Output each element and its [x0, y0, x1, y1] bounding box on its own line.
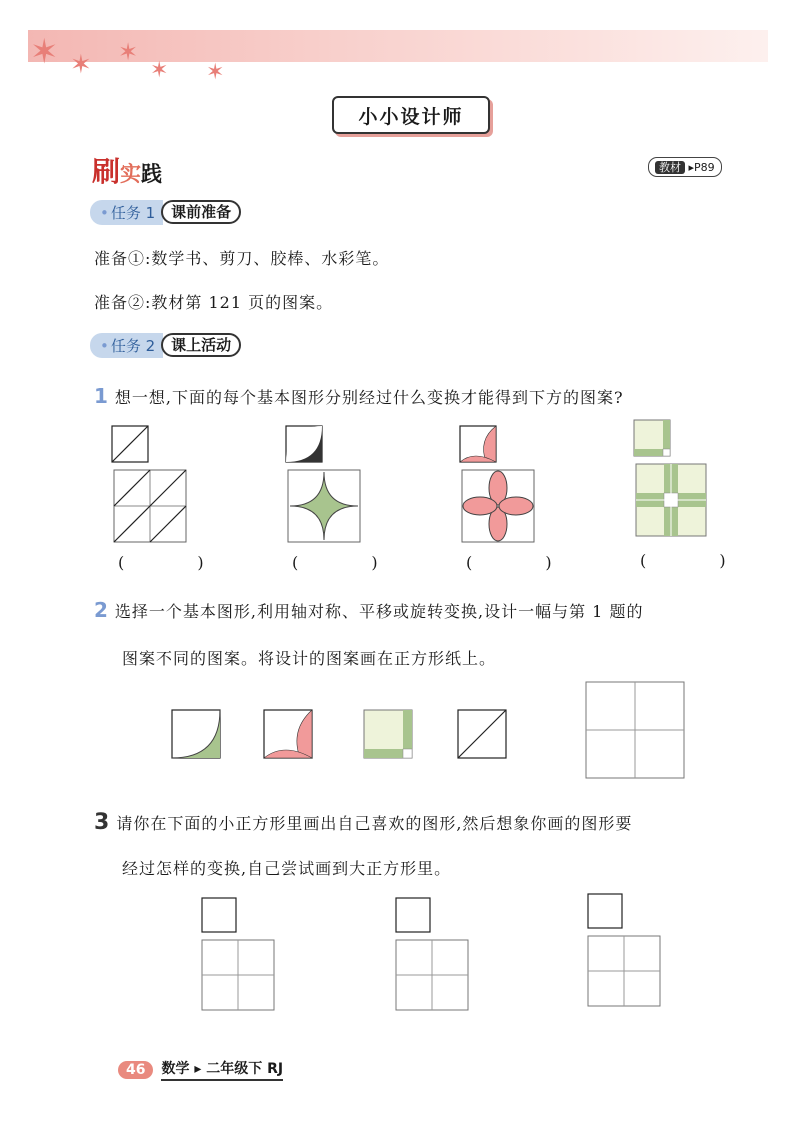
- task2-name: 课上活动: [161, 333, 241, 357]
- footer-subject: 数学: [161, 1061, 190, 1077]
- textbook-label: 教材: [655, 161, 685, 174]
- answer-blank-1[interactable]: ( ): [118, 553, 238, 572]
- page-title: 小小设计师: [332, 96, 490, 134]
- page-footer: [118, 1058, 283, 1081]
- question-3-line2: 经过怎样的变换,自己尝试画到大正方形里。: [122, 859, 452, 878]
- maple-leaf-icon: ✶: [206, 60, 225, 85]
- question-3-line1: 请你在下面的小正方形里画出自己喜欢的图形,然后想象你画的图形要: [116, 814, 633, 833]
- drawing-set-1[interactable]: [202, 898, 274, 1012]
- question-number: 1: [94, 384, 109, 408]
- design-grid[interactable]: [586, 682, 684, 778]
- question-number: 2: [94, 598, 109, 622]
- pattern-pink-flower: [460, 426, 536, 542]
- section-title-part2: 实: [120, 162, 142, 186]
- question-1: [94, 384, 624, 408]
- basic-shape-green-arc[interactable]: [172, 710, 220, 758]
- basic-shape-diagonal[interactable]: [458, 710, 506, 758]
- section-title: [92, 150, 162, 190]
- task1-name: 课前准备: [161, 200, 241, 224]
- answer-blank-2[interactable]: ( ): [292, 553, 412, 572]
- page-reference: P89: [694, 161, 715, 174]
- question-number: 3: [94, 810, 111, 835]
- question-2-line1: 选择一个基本图形,利用轴对称、平移或旋转变换,设计一幅与第 1 题的: [114, 602, 644, 621]
- maple-leaf-icon: ✶: [150, 58, 169, 83]
- footer-text: 数学 ▸ 二年级下 RJ: [161, 1058, 283, 1081]
- question-3: [94, 810, 632, 835]
- basic-shape-pink-petal[interactable]: [264, 710, 312, 758]
- drawing-set-2[interactable]: [396, 898, 468, 1012]
- textbook-page-reference: 教材 ▸P89: [648, 157, 722, 177]
- answer-blank-4[interactable]: ( ): [640, 551, 760, 570]
- basic-shape-green-square[interactable]: [364, 710, 412, 758]
- question-2: [94, 598, 643, 622]
- section-title-part1: 刷: [92, 155, 121, 188]
- section-title-part3: 践: [141, 162, 163, 186]
- answer-blank-3[interactable]: ( ): [466, 553, 586, 572]
- dot-icon: •: [100, 203, 109, 222]
- top-banner: [28, 30, 768, 62]
- drawing-set-3[interactable]: [588, 894, 660, 1008]
- task1-header: [90, 200, 241, 224]
- footer-grade: 二年级下 RJ: [206, 1061, 284, 1077]
- maple-leaf-icon: ✶: [30, 32, 59, 72]
- prep-line-1: 准备①:数学书、剪刀、胶棒、水彩笔。: [94, 249, 390, 268]
- task1-tag: 任务 1: [110, 203, 156, 222]
- pattern-green-star: [286, 426, 362, 542]
- maple-leaf-icon: ✶: [118, 38, 139, 66]
- maple-leaf-icon: ✶: [70, 50, 92, 80]
- pattern-green-squares: [634, 420, 710, 542]
- question-1-text: 想一想,下面的每个基本图形分别经过什么变换才能得到下方的图案?: [114, 388, 624, 407]
- dot-icon: •: [100, 336, 109, 355]
- page-number: 46: [118, 1061, 153, 1079]
- prep-line-2: 准备②:教材第 121 页的图案。: [94, 293, 334, 312]
- task2-header: [90, 333, 241, 357]
- task2-tag: 任务 2: [110, 336, 156, 355]
- pattern-diagonal: [112, 426, 188, 542]
- question-2-line2: 图案不同的图案。将设计的图案画在正方形纸上。: [122, 649, 497, 668]
